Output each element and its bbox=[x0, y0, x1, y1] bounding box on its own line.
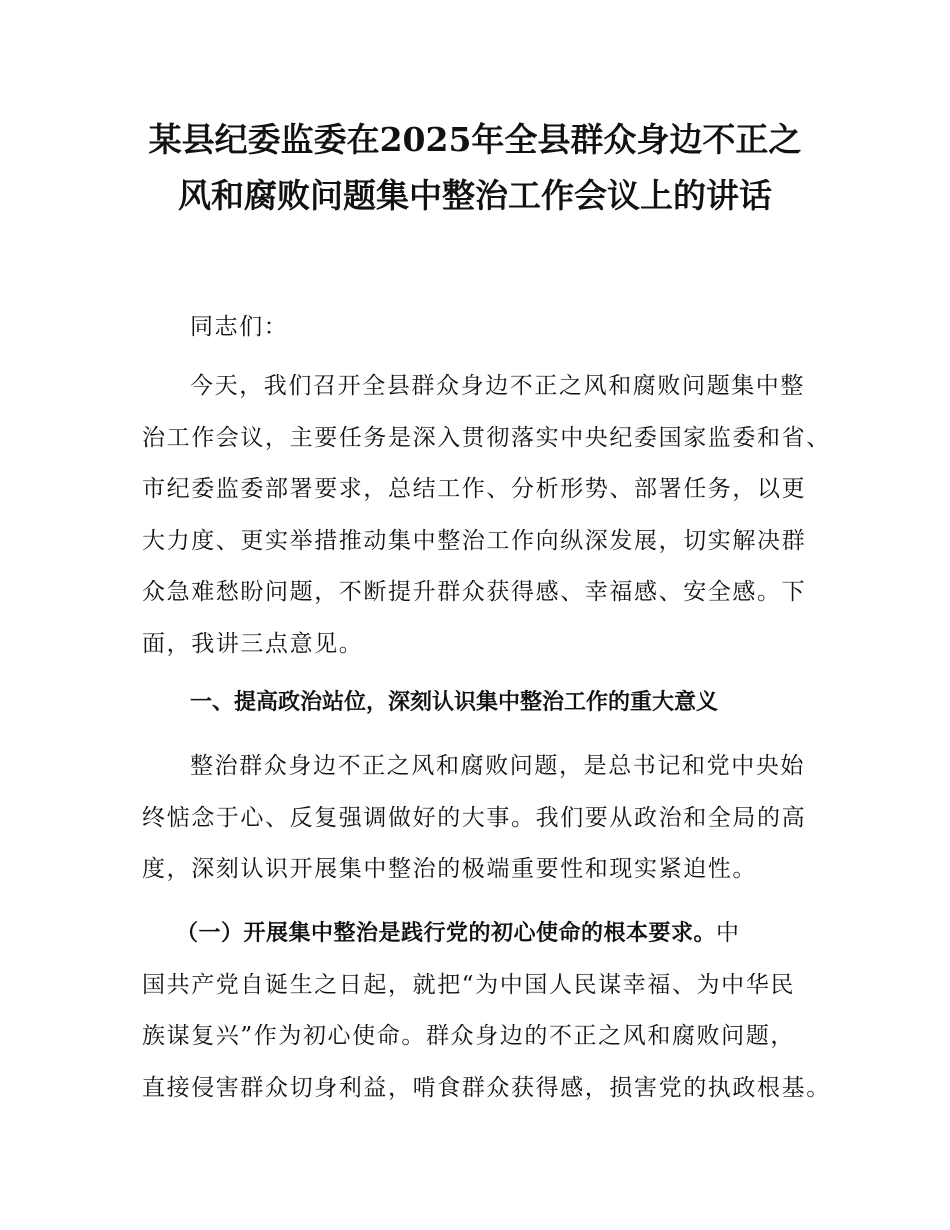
paragraph-line: 市纪委监委部署要求，总结工作、分析形势、部署任务，以更 bbox=[142, 476, 807, 502]
document-title bbox=[120, 112, 830, 224]
paragraph-line: 治工作会议，主要任务是深入贯彻落实中央纪委国家监委和省、 bbox=[142, 424, 831, 451]
paragraph-line: 度，深刻认识开展集中整治的极端重要性和现实紧迫性。 bbox=[142, 856, 757, 882]
paragraph-line: 今天，我们召开全县群众身边不正之风和腐败问题集中整 bbox=[190, 373, 805, 399]
paragraph-line: 面，我讲三点意见。 bbox=[142, 630, 364, 657]
section-heading-1: 一、提高政治站位，深刻认识集中整治工作的重大意义 bbox=[190, 690, 719, 715]
title-line-1: 某县纪委监委在2025年全县群众身边不正之 bbox=[148, 120, 802, 159]
paragraph-line-tail: 中 bbox=[716, 920, 741, 946]
subsection-1-paragraph bbox=[142, 908, 831, 1114]
paragraph-line: 终惦念于心、反复强调做好的大事。我们要从政治和全局的高 bbox=[142, 804, 807, 831]
section-1-paragraph bbox=[142, 741, 812, 896]
paragraph-first-line bbox=[142, 908, 812, 960]
paragraph-line: 直接侵害群众切身利益，啃食群众获得感，损害党的执政根基。 bbox=[142, 1074, 831, 1101]
title-line-2: 风和腐败问题集中整治工作会议上的讲话 bbox=[178, 176, 772, 215]
paragraph-line: 众急难愁盼问题，不断提升群众获得感、幸福感、安全感。下 bbox=[142, 579, 807, 605]
subsection-lead: （一）开展集中整治是践行党的初心使命的根本要求。 bbox=[176, 921, 717, 946]
paragraph-line: 整治群众身边不正之风和腐败问题，是总书记和党中央始 bbox=[190, 753, 805, 779]
salutation-text: 同志们： bbox=[190, 314, 289, 340]
salutation bbox=[142, 302, 812, 354]
paragraph-line: 族谋复兴”作为初心使命。群众身边的不正之风和腐败问题， bbox=[142, 1023, 795, 1049]
intro-paragraph bbox=[142, 361, 831, 670]
paragraph-line: 大力度、更实举措推动集中整治工作向纵深发展，切实解决群 bbox=[142, 527, 807, 554]
paragraph-line: 国共产党自诞生之日起，就把“为中国人民谋幸福、为中华民 bbox=[142, 971, 795, 998]
